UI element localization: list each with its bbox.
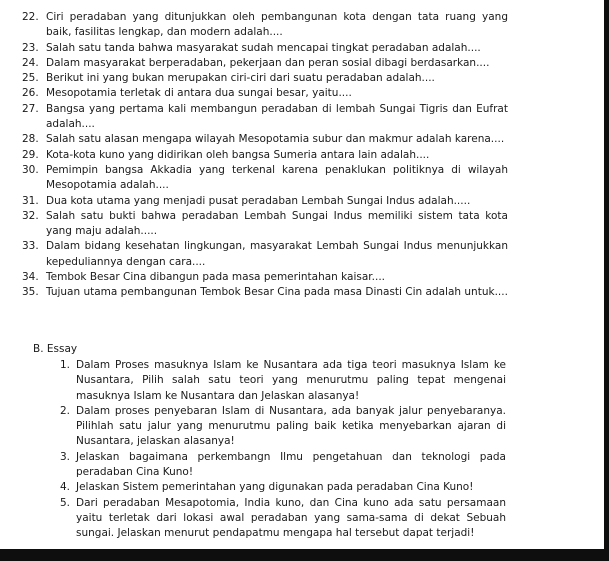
question-text: Pemimpin bangsa Akkadia yang terkenal karena penaklukan politiknya di wilayah Mesopotamia adalah.... <box>46 163 508 192</box>
question-number: 31. <box>22 194 39 207</box>
question-text: Salah satu tanda bahwa masyarakat sudah mencapai tingkat peradaban adalah.... <box>46 41 481 54</box>
question-number: 26. <box>22 87 39 100</box>
question-number: 28. <box>22 133 39 146</box>
essay-number: 2. <box>60 404 71 417</box>
question-25 <box>22 71 508 86</box>
question-number: 25. <box>22 72 39 85</box>
question-number: 22. <box>22 11 39 23</box>
essay-section-heading: B. Essay <box>33 343 78 355</box>
question-28 <box>22 132 508 147</box>
essay-question-4 <box>60 480 506 495</box>
question-number: 24. <box>22 56 39 69</box>
essay-text: Jelaskan Sistem pemerintahan yang digunakan pada peradaban Cina Kuno! <box>76 481 474 494</box>
question-35 <box>22 285 508 300</box>
question-24 <box>22 56 508 71</box>
question-text: Bangsa yang pertama kali membangun peradaban di lembah Sungai Tigris dan Eufrat adalah.... <box>46 102 508 131</box>
question-26 <box>22 86 508 101</box>
question-number: 23. <box>22 41 39 54</box>
question-34 <box>22 270 508 285</box>
question-number: 27. <box>22 102 39 115</box>
essay-text: Dari peradaban Mesapotomia, India kuno, dan Cina kuno ada satu persamaan yaitu terletak dari lokasi awal peradaban yang sama-sama di dekat Sebuah sungai. Jelaskan menurut pendapatmu mengapa hal tersebut dapat terjadi! <box>76 496 506 540</box>
question-text: Tujuan utama pembangunan Tembok Besar Cina pada masa Dinasti Cin adalah untuk.... <box>46 286 508 299</box>
question-number: 29. <box>22 148 39 161</box>
question-text: Berikut ini yang bukan merupakan ciri-ciri dari suatu peradaban adalah.... <box>46 72 435 85</box>
question-29 <box>22 148 508 163</box>
essay-list <box>60 358 506 542</box>
multiple-choice-list <box>22 10 508 301</box>
question-text: Dua kota utama yang menjadi pusat peradaban Lembah Sungai Indus adalah..... <box>46 194 471 207</box>
essay-question-3 <box>60 450 506 481</box>
question-23 <box>22 41 508 56</box>
question-number: 30. <box>22 163 39 176</box>
question-text: Salah satu bukti bahwa peradaban Lembah Sungai Indus memiliki sistem tata kota yang maju adalah..... <box>46 209 508 238</box>
bottom-edge-shadow <box>0 549 609 561</box>
essay-question-5 <box>60 496 506 542</box>
question-32 <box>22 209 508 240</box>
question-30 <box>22 163 508 194</box>
essay-question-2 <box>60 404 506 450</box>
essay-number: 4. <box>60 481 71 494</box>
essay-text: Dalam Proses masuknya Islam ke Nusantara ada tiga teori masuknya Islam ke Nusantara, Pilih salah satu teori yang menurutmu paling tepat mengenai masuknya Islam ke Nusantara dan Jelaskan alasanya! <box>76 359 506 402</box>
question-text: Mesopotamia terletak di antara dua sungai besar, yaitu.... <box>46 87 352 100</box>
right-edge-shadow <box>604 0 609 561</box>
essay-text: Dalam proses penyebaran Islam di Nusantara, ada banyak jalur penyebaranya. Pilihlah satu jalur yang menurutmu paling baik ketika menyebarkan ajaran di Nusantara, jelaskan alasanya! <box>76 404 506 448</box>
essay-question-1 <box>60 358 506 404</box>
question-22 <box>22 10 508 41</box>
question-text: Dalam bidang kesehatan lingkungan, masyarakat Lembah Sungai Indus menunjukkan kepeduliannya dengan cara.... <box>46 240 508 268</box>
question-number: 34. <box>22 271 39 284</box>
question-number: 32. <box>22 209 39 222</box>
essay-text: Jelaskan bagaimana perkembangn Ilmu pengetahuan dan teknologi pada peradaban Cina Kuno! <box>76 450 506 479</box>
question-text: Tembok Besar Cina dibangun pada masa pemerintahan kaisar.... <box>46 271 386 284</box>
question-number: 33. <box>22 240 39 253</box>
question-number: 35. <box>22 286 39 299</box>
essay-number: 5. <box>60 496 71 509</box>
question-text: Dalam masyarakat berperadaban, pekerjaan dan peran sosial dibagi berdasarkan.... <box>46 56 490 69</box>
question-27 <box>22 102 508 133</box>
essay-number: 3. <box>60 450 71 463</box>
question-33 <box>22 239 508 270</box>
question-text: Kota-kota kuno yang didirikan oleh bangsa Sumeria antara lain adalah.... <box>46 148 430 161</box>
question-31 <box>22 194 508 209</box>
essay-number: 1. <box>60 359 71 371</box>
question-text: Ciri peradaban yang ditunjukkan oleh pembangunan kota dengan tata ruang yang baik, fasilitas lengkap, dan modern adalah.... <box>46 11 508 39</box>
question-text: Salah satu alasan mengapa wilayah Mesopotamia subur dan makmur adalah karena.... <box>46 133 505 146</box>
